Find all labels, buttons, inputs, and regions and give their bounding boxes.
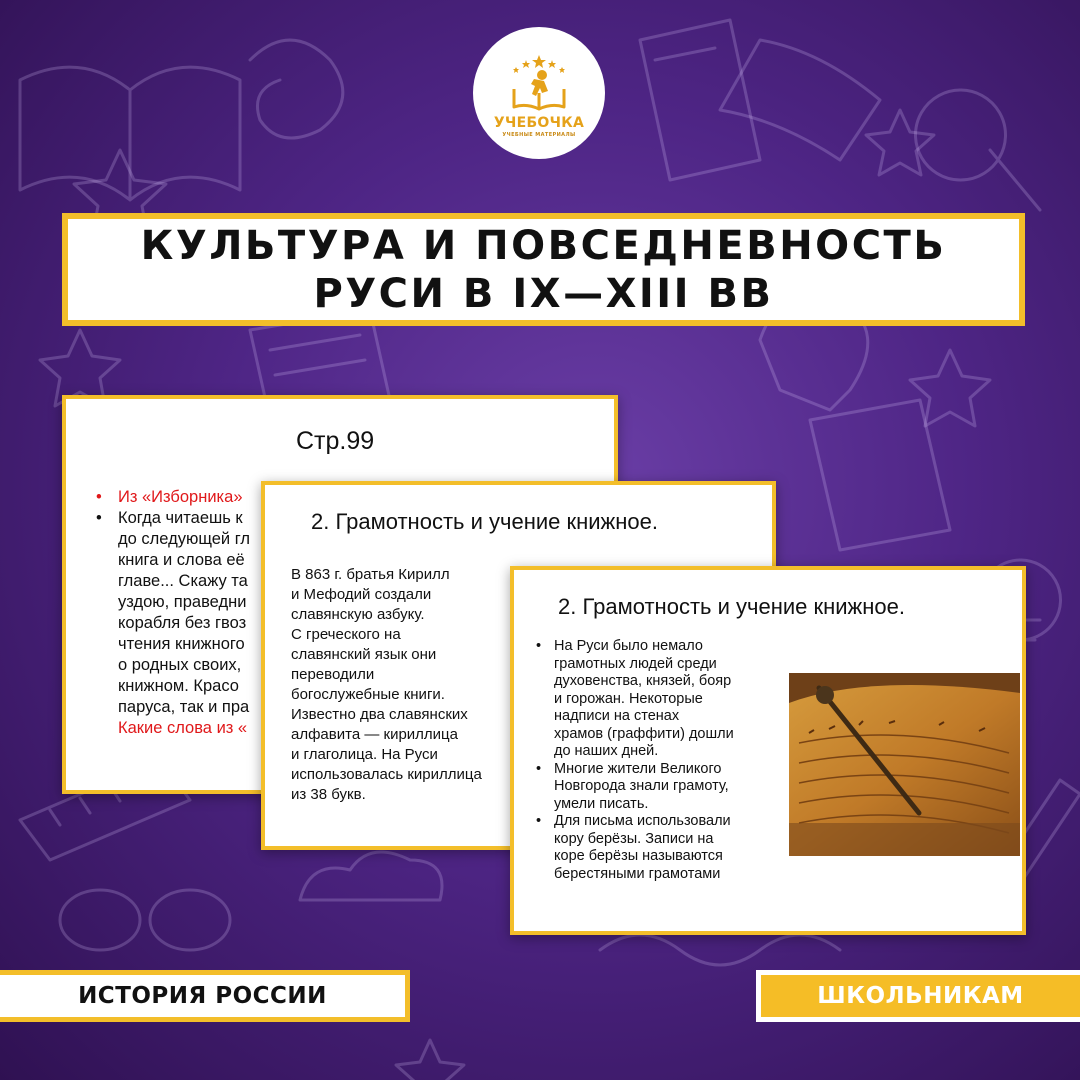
text-line: надписи на стенах: [554, 708, 680, 724]
slide-3-title: 2. Грамотность и учение книжное.: [558, 594, 905, 619]
list-item: [534, 638, 784, 761]
text-line: главе... Скажу та: [118, 572, 248, 590]
text-line: о родных своих,: [118, 656, 242, 674]
text-line: алфавита — кириллица: [291, 726, 458, 743]
text-line: • Когда читаешь к: [118, 509, 243, 527]
text-line: и глаголица. На Руси: [291, 746, 438, 763]
text-line: Новгорода знали грамоту,: [554, 778, 729, 794]
text-line: • Многие жители Великого: [554, 760, 722, 777]
text-line: корабля без гвоз: [118, 614, 247, 632]
open-book-doodle-icon: [20, 67, 240, 200]
logo-tagline: УЧЕБНЫЕ МАТЕРИАЛЫ: [502, 131, 576, 138]
glasses-doodle-icon: [60, 890, 230, 950]
magnifier-doodle-icon: [915, 90, 1040, 210]
text-line: С греческого на: [291, 626, 401, 643]
brand-logo[interactable]: [473, 27, 605, 159]
page-title: [62, 213, 1025, 326]
phone-doodle-icon: [640, 20, 760, 180]
text-line: чтения книжного: [118, 635, 245, 653]
text-line: храмов (граффити) дошли: [554, 725, 734, 742]
text-line: умели писать.: [554, 795, 649, 812]
text-line: кору берёзы. Записи на: [554, 830, 714, 847]
title-line-1: КУЛЬТУРА И ПОВСЕДНЕВНОСТЬ: [140, 222, 947, 269]
birch-bark-photo: [789, 673, 1020, 856]
text-line: Известно два славянских: [291, 706, 468, 723]
text-line: славянскую азбуку.: [291, 606, 425, 623]
text-line: до следующей гл: [118, 530, 250, 548]
text-line: славянский язык они: [291, 646, 437, 663]
text-line: коре берёзы называются: [554, 848, 723, 864]
text-line: грамотных людей среди: [554, 655, 717, 672]
text-line: использовалась кириллица: [291, 766, 482, 783]
text-line: берестяными грамотами: [554, 865, 721, 882]
subject-tag[interactable]: ИСТОРИЯ РОССИИ: [0, 970, 410, 1022]
text-line: и Мефодий создали: [291, 586, 432, 603]
text-line: • На Руси было немало: [554, 638, 703, 654]
slide-preview-3[interactable]: [510, 566, 1026, 935]
question-line: Какие слова из «: [118, 719, 248, 737]
cloud-doodle-icon: [300, 852, 442, 900]
text-line: переводили: [291, 666, 375, 683]
text-line: и горожан. Некоторые: [554, 690, 703, 707]
text-line: до наших дней.: [554, 743, 659, 759]
text-line: духовенства, князей, бояр: [554, 673, 732, 689]
slide-2-text: [291, 565, 521, 805]
text-line: книга и слова её: [118, 551, 245, 569]
slide-2-title: 2. Грамотность и учение книжное.: [311, 509, 658, 534]
spiral-doodle-icon: [250, 40, 343, 138]
list-item: [534, 761, 784, 814]
logo-name: УЧЕБОЧКА: [493, 114, 585, 131]
slide-3-list: [534, 638, 784, 883]
book-doodle-icon: [720, 40, 880, 160]
text-line: • Из «Изборника»: [118, 488, 243, 506]
scribble-doodle-icon: [600, 935, 840, 965]
text-line: богослужебные книги.: [291, 686, 445, 703]
title-line-2: РУСИ В IX—XIII ВВ: [313, 270, 774, 317]
star-doodle-icon: [866, 110, 934, 175]
text-line: • Для письма использовали: [554, 813, 731, 829]
slide-1-title: Стр.99: [296, 427, 375, 455]
star-reader-icon: [504, 53, 574, 113]
text-line: В 863 г. братья Кирилл: [291, 566, 450, 583]
audience-tag[interactable]: ШКОЛЬНИКАМ: [756, 970, 1080, 1022]
star-doodle-icon: [396, 1040, 464, 1080]
text-line: из 38 букв.: [291, 786, 366, 803]
text-line: книжном. Красо: [118, 677, 239, 695]
text-line: уздою, праведни: [118, 593, 247, 611]
list-item: [534, 813, 784, 883]
text-line: паруса, так и пра: [118, 698, 250, 716]
